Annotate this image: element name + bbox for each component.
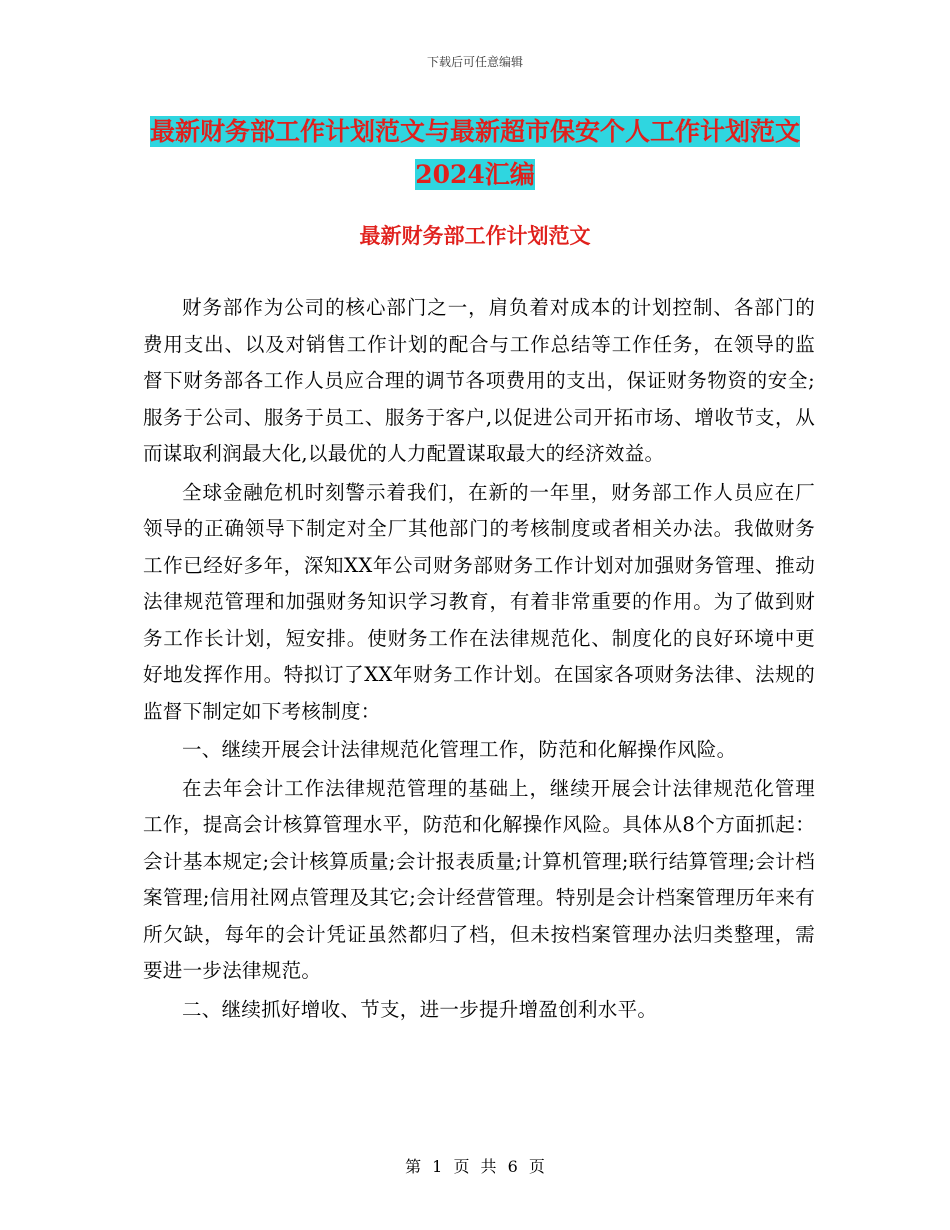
page-number: 第 1 页 共 6 页: [405, 1157, 545, 1176]
paragraph: 在去年会计工作法律规范管理的基础上，继续开展会计法律规范化管理工作，提高会计核算管理水平，防范和化解操作风险。具体从8个方面抓起：会计基本规定;会计核算质量;会计报表质量;计算机管理;联行结算管理;会计档案管理;信用社网点管理及其它;会计经营管理。特别是会计档案管理历年来有所欠缺，每年的会计凭证虽然都归了档，但未按档案管理办法归类整理，需要进一步法律规范。: [143, 776, 815, 982]
paragraph: 财务部作为公司的核心部门之一，肩负着对成本的计划控制、各部门的费用支出、以及对销售工作计划的配合与工作总结等工作任务，在领导的监督下财务部各工作人员应合理的调节各项费用的支出，保证财务物资的安全;服务于公司、服务于员工、服务于客户,以促进公司开拓市场、增收节支，从而谋取利润最大化,以最优的人力配置谋取最大的经济效益。: [143, 296, 815, 465]
document-title: [150, 110, 800, 196]
page-header-note: 下载后可任意编辑: [426, 55, 523, 69]
paragraph: 一、继续开展会计法律规范化管理工作，防范和化解操作风险。: [182, 738, 737, 761]
document-title-text: 最新财务部工作计划范文与最新超市保安个人工作计划范文2024汇编: [150, 117, 801, 189]
paragraph: 二、继续抓好增收、节支，进一步提升增盈创利水平。: [182, 997, 658, 1021]
section-title: 最新财务部工作计划范文: [359, 223, 591, 248]
body-text: [143, 290, 815, 1028]
paragraph: 全球金融危机时刻警示着我们，在新的一年里，财务部工作人员应在厂领导的正确领导下制定对全厂其他部门的考核制度或者相关办法。我做财务工作已经好多年，深知XX年公司财务部财务工作计划对加强财务管理、推动法律规范管理和加强财务知识学习教育，有着非常重要的作用。为了做到财务工作长计划，短安排。使财务工作在法律规范化、制度化的良好环境中更好地发挥作用。特拟订了XX年财务工作计划。在国家各项财务法律、法规的监督下制定如下考核制度：: [143, 480, 815, 723]
